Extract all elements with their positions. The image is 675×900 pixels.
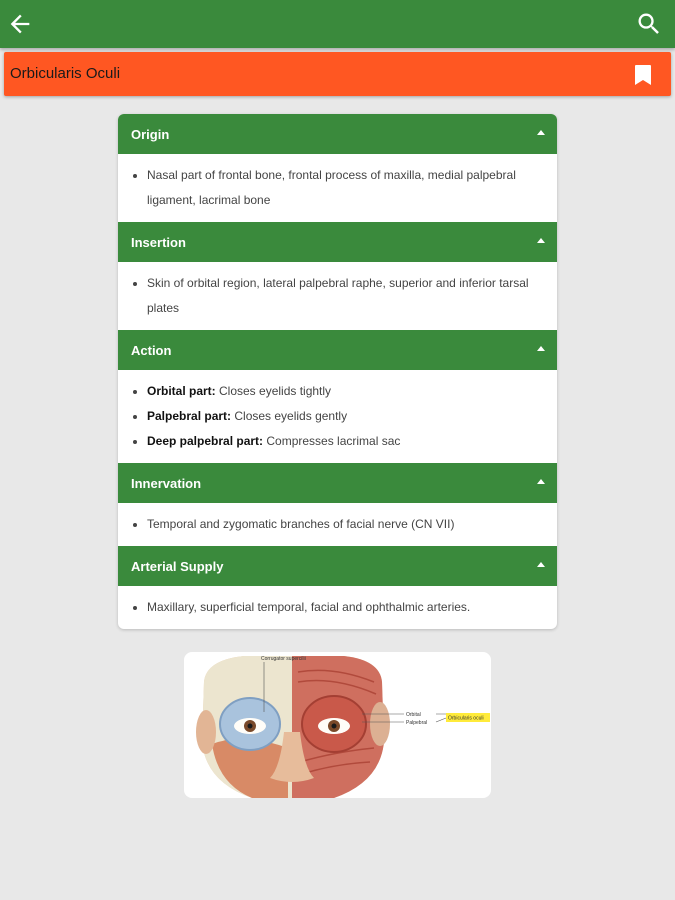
list-item: • Deep palpebral part: Compresses lacrimal sac [147,429,543,454]
list-item: • Nasal part of frontal bone, frontal process of maxilla, medial palpebral ligament, lacrimal bone [147,163,543,213]
list-item: • Skin of orbital region, lateral palpebral raphe, superior and inferior tarsal plates [147,271,543,321]
section-header-arterial-supply[interactable] [118,546,557,586]
section-title: Insertion [131,235,186,250]
search-icon[interactable] [635,10,663,38]
list-item: • Maxillary, superficial temporal, facial and ophthalmic arteries. [147,595,543,620]
list-item: • Temporal and zygomatic branches of facial nerve (CN VII) [147,512,543,537]
arrow-left-icon[interactable] [6,10,34,38]
anatomy-illustration[interactable] [184,652,491,798]
list-item: • Orbital part: Closes eyelids tightly [147,379,543,404]
svg-text:Orbital: Orbital [406,712,421,718]
section-title: Innervation [131,476,202,491]
chevron-up-icon [537,562,545,567]
svg-text:Orbicularis oculi: Orbicularis oculi [448,715,484,722]
section-body-arterial-supply [118,586,557,629]
section-body-insertion [118,262,557,330]
section-title: Arterial Supply [131,559,224,574]
section-header-origin[interactable] [118,114,557,154]
muscle-title-bar [4,52,671,96]
section-header-innervation[interactable] [118,463,557,503]
section-body-origin [118,154,557,222]
section-title: Origin [131,127,170,142]
chevron-up-icon [537,130,545,135]
bookmark-icon[interactable] [633,64,653,86]
chevron-up-icon [537,238,545,243]
list-item: • Palpebral part: Closes eyelids gently [147,404,543,429]
page-title: Orbicularis Oculi [10,65,121,82]
section-body-action [118,370,557,463]
chevron-up-icon [537,346,545,351]
section-body-innervation [118,503,557,546]
section-header-action[interactable] [118,330,557,370]
svg-text:Corrugator supercilii: Corrugator supercilii [261,656,306,662]
face-muscle-diagram [184,652,491,798]
app-bar [0,0,675,48]
section-header-insertion[interactable] [118,222,557,262]
muscle-info-card [118,114,557,629]
svg-text:Palpebral: Palpebral [406,720,428,726]
section-title: Action [131,343,172,358]
chevron-up-icon [537,479,545,484]
